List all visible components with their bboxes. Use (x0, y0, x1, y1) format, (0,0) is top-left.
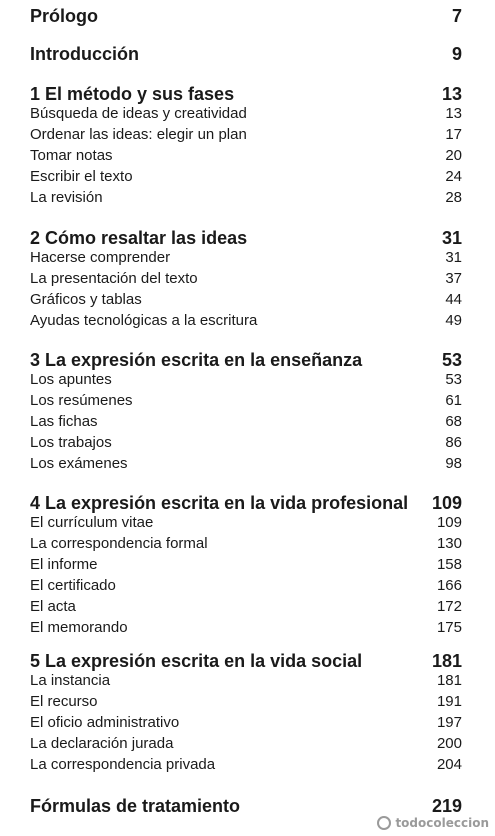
toc-entry-row (30, 371, 462, 388)
toc-title: La revisión (30, 189, 103, 206)
toc-entry-row (30, 413, 462, 430)
toc-page-number: 191 (436, 693, 462, 710)
toc-page-number: 68 (445, 413, 462, 430)
toc-entry-row (30, 270, 462, 287)
toc-title: Búsqueda de ideas y creatividad (30, 105, 247, 122)
toc-page-number: 200 (436, 735, 462, 752)
watermark (377, 816, 489, 830)
toc-title: Ayudas tecnológicas a la escritura (30, 312, 258, 329)
toc-title: El oficio administrativo (30, 714, 180, 731)
toc-entry-row (30, 168, 462, 185)
toc-chapter-row (30, 84, 462, 105)
toc-title: La correspondencia formal (30, 535, 208, 552)
toc-page-number: 44 (445, 291, 462, 308)
toc-title: Los trabajos (30, 434, 112, 451)
toc-page-number: 49 (445, 312, 462, 329)
toc-entry-row (30, 598, 462, 615)
toc-title: Prólogo (30, 6, 98, 26)
toc-page-number: 53 (445, 371, 462, 388)
watermark-logo-icon (377, 816, 391, 830)
toc-title: 5 La expresión escrita en la vida social (30, 651, 363, 671)
toc-entry-row (30, 105, 462, 122)
toc-title: Los exámenes (30, 455, 128, 472)
toc-page-number: 158 (436, 556, 462, 573)
toc-title: Tomar notas (30, 147, 113, 164)
toc-chapter-row (30, 228, 462, 249)
toc-page-number: 166 (436, 577, 462, 594)
toc-entry-row (30, 756, 462, 773)
toc-chapter-row (30, 44, 462, 65)
toc-page-number: 13 (445, 105, 462, 122)
toc-page-number: 197 (436, 714, 462, 731)
watermark-text: todocoleccion (395, 816, 489, 830)
toc-page-number: 219 (431, 796, 462, 816)
toc-entry-row (30, 147, 462, 164)
toc-page-number: 7 (451, 6, 462, 26)
toc-entry-row (30, 126, 462, 143)
toc-title: Los resúmenes (30, 392, 133, 409)
toc-entry-row (30, 556, 462, 573)
toc-page-number: 13 (441, 84, 462, 104)
toc-entry-row (30, 291, 462, 308)
toc-page-number: 175 (436, 619, 462, 636)
toc-chapter-row (30, 796, 462, 817)
toc-entry-row (30, 577, 462, 594)
toc-title: 4 La expresión escrita en la vida profesional (30, 493, 409, 513)
toc-entry-row (30, 312, 462, 329)
toc-page-number: 130 (436, 535, 462, 552)
toc-page-number: 61 (445, 392, 462, 409)
toc-entry-row (30, 189, 462, 206)
toc-title: El informe (30, 556, 98, 573)
toc-page-number: 98 (445, 455, 462, 472)
toc-page-number: 86 (445, 434, 462, 451)
toc-entry-row (30, 619, 462, 636)
toc-page-number: 17 (445, 126, 462, 143)
toc-entry-row (30, 392, 462, 409)
toc-entry-row (30, 249, 462, 266)
toc-title: El recurso (30, 693, 98, 710)
toc-title: Los apuntes (30, 371, 112, 388)
toc-title: La declaración jurada (30, 735, 174, 752)
toc-chapter-row (30, 6, 462, 27)
toc-entry-row (30, 735, 462, 752)
toc-entry-row (30, 714, 462, 731)
toc-title: 3 La expresión escrita en la enseñanza (30, 350, 363, 370)
toc-page-number: 28 (445, 189, 462, 206)
toc-page-number: 9 (451, 44, 462, 64)
toc-page-number: 204 (436, 756, 462, 773)
toc-title: El currículum vitae (30, 514, 154, 531)
toc-title: El memorando (30, 619, 128, 636)
toc-entry-row (30, 434, 462, 451)
toc-page-number: 31 (445, 249, 462, 266)
toc-entry-row (30, 535, 462, 552)
toc-title: Hacerse comprender (30, 249, 171, 266)
toc-page-number: 181 (431, 651, 462, 671)
toc-chapter-row (30, 651, 462, 672)
toc-title: Escribir el texto (30, 168, 133, 185)
toc-title: El certificado (30, 577, 116, 594)
toc-page-number: 181 (436, 672, 462, 689)
toc-page-number: 31 (441, 228, 462, 248)
toc-title: Introducción (30, 44, 139, 64)
toc-chapter-row (30, 350, 462, 371)
toc-page-number: 109 (431, 493, 462, 513)
toc-entry-row (30, 672, 462, 689)
toc-page-number: 109 (436, 514, 462, 531)
toc-page-number: 20 (445, 147, 462, 164)
toc-title: 1 El método y sus fases (30, 84, 235, 104)
toc-title: Las fichas (30, 413, 98, 430)
toc-title: La correspondencia privada (30, 756, 216, 773)
toc-title: Fórmulas de tratamiento (30, 796, 241, 816)
toc-title: El acta (30, 598, 76, 615)
toc-title: La presentación del texto (30, 270, 198, 287)
toc-entry-row (30, 514, 462, 531)
toc-title: Gráficos y tablas (30, 291, 142, 308)
toc-entry-row (30, 455, 462, 472)
toc-title: Ordenar las ideas: elegir un plan (30, 126, 247, 143)
toc-page-number: 172 (436, 598, 462, 615)
toc-page-number: 37 (445, 270, 462, 287)
toc-page-number: 53 (441, 350, 462, 370)
toc-title: La instancia (30, 672, 111, 689)
toc-page-number: 24 (445, 168, 462, 185)
toc-entry-row (30, 693, 462, 710)
toc-chapter-row (30, 493, 462, 514)
toc-title: 2 Cómo resaltar las ideas (30, 228, 248, 248)
